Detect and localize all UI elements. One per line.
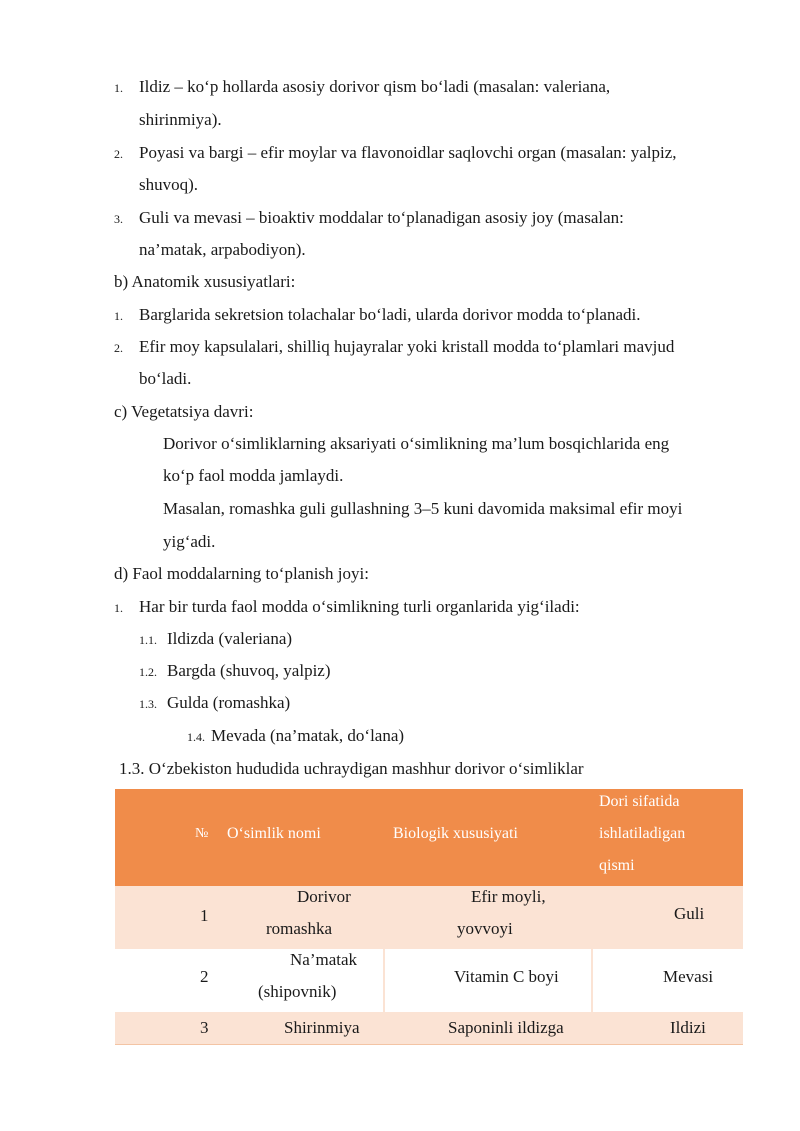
sublist-item-text: Mevada (na’matak, do‘lana): [211, 726, 405, 745]
sublist-item-text: Ildizda (valeriana): [167, 629, 293, 648]
cell-plant-name: (shipovnik): [258, 982, 337, 1001]
list-item-text: Efir moy kapsulalari, shilliq hujayralar yoki kristall modda to‘plamlari mavjud: [139, 337, 675, 356]
column-divider: [383, 949, 385, 1012]
table-row: [115, 1012, 743, 1045]
cell-used-part: Ildizi: [670, 1018, 706, 1037]
column-divider: [591, 949, 593, 1012]
list-item-text: shuvoq).: [139, 175, 199, 194]
cell-plant-name: Na’matak: [290, 950, 358, 969]
table-row: [115, 886, 743, 949]
table-header-row: [115, 789, 743, 886]
list-number: 1.: [114, 81, 123, 95]
sublist-number: 1.4.: [187, 730, 205, 744]
cell-biological-feature: Vitamin C boyi: [454, 967, 559, 986]
list-item-text: bo‘ladi.: [139, 369, 192, 388]
paragraph-line: ko‘p faol modda jamlaydi.: [163, 466, 344, 485]
list-number: 2.: [114, 341, 123, 355]
paragraph-line: yig‘adi.: [163, 532, 216, 551]
cell-number: 3: [200, 1018, 209, 1037]
list-number: 1.: [114, 309, 123, 323]
list-item-text: Guli va mevasi – bioaktiv moddalar to‘planadigan asosiy joy (masalan:: [139, 208, 624, 227]
list-item-text: Ildiz – ko‘p hollarda asosiy dorivor qism bo‘ladi (masalan: valeriana,: [139, 77, 611, 96]
header-part-line: ishlatiladigan: [599, 825, 686, 842]
list-number: 3.: [114, 212, 123, 226]
list-item-text: Barglarida sekretsion tolachalar bo‘ladi, ularda dorivor modda to‘planadi.: [139, 305, 641, 324]
paragraph-line: Dorivor o‘simliklarning aksariyati o‘simlikning ma’lum bosqichlarida eng: [163, 434, 670, 453]
cell-number: 1: [200, 906, 209, 925]
medicinal-plants-table: [115, 789, 743, 1045]
cell-biological-feature: Efir moyli,: [471, 887, 546, 906]
cell-used-part: Guli: [674, 904, 705, 923]
header-part-line: Dori sifatida: [599, 793, 680, 810]
list-item-text: Har bir turda faol modda o‘simlikning turli organlarida yig‘iladi:: [139, 597, 580, 616]
list-number: 1.: [114, 601, 123, 615]
cell-number: 2: [200, 967, 209, 986]
list-item-text: shirinmiya).: [139, 110, 222, 129]
header-part-line: qismi: [599, 857, 635, 874]
list-item-text: Poyasi va bargi – efir moylar va flavonoidlar saqlovchi organ (masalan: yalpiz,: [139, 143, 677, 162]
table-bottom-border: [115, 1044, 743, 1045]
sublist-item-text: Gulda (romashka): [167, 693, 291, 712]
section-heading-d: d) Faol moddalarning to‘planish joyi:: [114, 564, 369, 583]
paragraph-line: Masalan, romashka guli gullashning 3–5 kuni davomida maksimal efir moyi: [163, 499, 683, 518]
table-row: [115, 949, 743, 1012]
list-number: 2.: [114, 147, 123, 161]
section-heading-c: c) Vegetatsiya davri:: [114, 402, 254, 421]
cell-plant-name: Dorivor: [297, 887, 351, 906]
cell-biological-feature: Saponinli ildizga: [448, 1018, 564, 1037]
table-section-heading: 1.3. O‘zbekiston hududida uchraydigan mashhur dorivor o‘simliklar: [119, 759, 584, 778]
cell-plant-name: romashka: [266, 919, 333, 938]
cell-used-part: Mevasi: [663, 967, 714, 986]
sublist-item-text: Bargda (shuvoq, yalpiz): [167, 661, 331, 680]
sublist-number: 1.3.: [139, 697, 157, 711]
header-plant-name: O‘simlik nomi: [227, 825, 321, 842]
header-number: №: [195, 826, 209, 841]
sublist-number: 1.1.: [139, 633, 157, 647]
header-biological-feature: Biologik xususiyati: [393, 825, 518, 842]
cell-plant-name: Shirinmiya: [284, 1018, 360, 1037]
section-heading-b: b) Anatomik xususiyatlari:: [114, 272, 296, 291]
cell-biological-feature: yovvoyi: [457, 919, 513, 938]
list-item-text: na’matak, arpabodiyon).: [139, 240, 306, 259]
sublist-number: 1.2.: [139, 665, 157, 679]
